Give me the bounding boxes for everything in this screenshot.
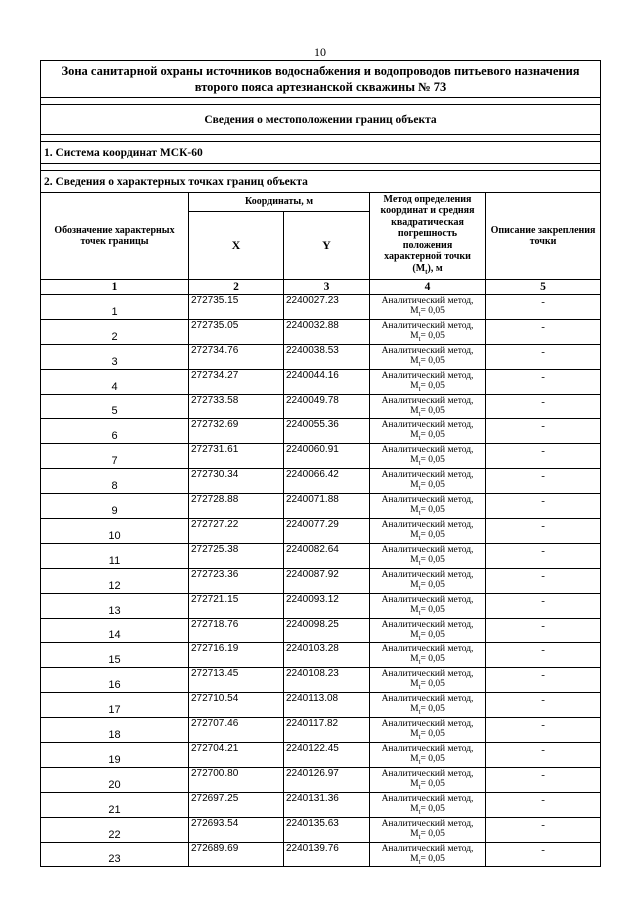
coord-x: 272734.27	[189, 369, 284, 394]
table-row	[41, 369, 601, 394]
coord-y: 2240113.08	[284, 693, 370, 718]
coord-y: 2240131.36	[284, 792, 370, 817]
coord-y: 2240108.23	[284, 668, 370, 693]
method-line1: Аналитический метод,	[381, 320, 474, 331]
description: -	[486, 494, 601, 519]
coord-x: 272723.36	[189, 568, 284, 593]
method-line1: Аналитический метод,	[381, 445, 474, 456]
header-x: X	[189, 212, 284, 280]
boundary-points-table	[40, 60, 601, 867]
method-line1: Аналитический метод,	[381, 370, 474, 381]
point-number: 1	[41, 295, 189, 320]
method	[370, 369, 486, 394]
method-line1: Аналитический метод,	[381, 569, 474, 580]
description: -	[486, 718, 601, 743]
coord-x: 272735.05	[189, 319, 284, 344]
table-row	[41, 568, 601, 593]
coord-x: 272716.19	[189, 643, 284, 668]
table-row	[41, 718, 601, 743]
method	[370, 419, 486, 444]
method-line2: $M_t= 0,05$	[410, 629, 445, 642]
method-line1: Аналитический метод,	[381, 744, 474, 755]
method-line2: $M_t= 0,05$	[410, 654, 445, 667]
coord-x: 272734.76	[189, 344, 284, 369]
method	[370, 593, 486, 618]
method	[370, 743, 486, 768]
table-row	[41, 419, 601, 444]
coord-y: 2240126.97	[284, 767, 370, 792]
coord-x: 272704.21	[189, 743, 284, 768]
description: -	[486, 593, 601, 618]
point-number: 7	[41, 444, 189, 469]
method	[370, 792, 486, 817]
table-row	[41, 767, 601, 792]
method	[370, 469, 486, 494]
description: -	[486, 444, 601, 469]
description: -	[486, 743, 601, 768]
method-line2: $M_t= 0,05$	[410, 579, 445, 592]
points-section-heading: 2. Сведения о характерных точках границ объекта	[41, 171, 601, 193]
header-method-sub: t	[425, 267, 428, 276]
description: -	[486, 319, 601, 344]
description: -	[486, 817, 601, 842]
description: -	[486, 568, 601, 593]
method	[370, 394, 486, 419]
method-line2: $M_t= 0,05$	[410, 380, 445, 393]
col-number-2: 2	[189, 280, 284, 295]
method-line2: $M_t= 0,05$	[410, 455, 445, 468]
method	[370, 718, 486, 743]
table-row	[41, 593, 601, 618]
method-line2: $M_t= 0,05$	[410, 505, 445, 518]
coord-x: 272710.54	[189, 693, 284, 718]
coord-x: 272721.15	[189, 593, 284, 618]
table-row	[41, 394, 601, 419]
description: -	[486, 618, 601, 643]
method	[370, 568, 486, 593]
coord-y: 2240060.91	[284, 444, 370, 469]
method-line1: Аналитический метод,	[381, 793, 474, 804]
table-row	[41, 319, 601, 344]
method-line2: $M_t= 0,05$	[410, 306, 445, 318]
header-method-tail: ), м	[427, 262, 443, 274]
point-number: 16	[41, 668, 189, 693]
table-row	[41, 643, 601, 668]
coord-y: 2240135.63	[284, 817, 370, 842]
coord-x: 272697.25	[189, 792, 284, 817]
method-line2: $M_t= 0,05$	[410, 704, 445, 717]
coord-y: 2240077.29	[284, 519, 370, 544]
method-line2: $M_t= 0,05$	[410, 853, 445, 866]
coord-x: 272693.54	[189, 817, 284, 842]
coord-x: 272725.38	[189, 543, 284, 568]
table-row	[41, 817, 601, 842]
table-row	[41, 618, 601, 643]
method	[370, 543, 486, 568]
table-row	[41, 344, 601, 369]
coord-x: 272713.45	[189, 668, 284, 693]
header-method-text: Метод определения координат и средняя квадратическая погрешность положения характерной точки (M	[380, 193, 475, 274]
point-number: 5	[41, 394, 189, 419]
method-line2: $M_t= 0,05$	[410, 430, 445, 443]
method-line2: $M_t= 0,05$	[410, 355, 445, 368]
method-line2: $M_t= 0,05$	[410, 405, 445, 418]
coord-x: 272700.80	[189, 767, 284, 792]
coord-y: 2240087.92	[284, 568, 370, 593]
description: -	[486, 643, 601, 668]
method-line2: $M_t= 0,05$	[410, 679, 445, 692]
method-line1: Аналитический метод,	[381, 719, 474, 730]
section-subtitle: Сведения о местоположении границ объекта	[41, 105, 601, 135]
point-number: 9	[41, 494, 189, 519]
point-number: 21	[41, 792, 189, 817]
description: -	[486, 543, 601, 568]
description: -	[486, 767, 601, 792]
method-line2: $M_t= 0,05$	[410, 754, 445, 766]
col-number-1: 1	[41, 280, 189, 295]
method-line2: $M_t= 0,05$	[410, 530, 445, 542]
method-line1: Аналитический метод,	[381, 644, 474, 655]
spacer	[41, 98, 601, 105]
method-line1: Аналитический метод,	[381, 470, 474, 481]
method	[370, 618, 486, 643]
method-line1: Аналитический метод,	[381, 345, 474, 356]
coordinate-system: 1. Система координат МСК-60	[41, 142, 601, 164]
point-number: 4	[41, 369, 189, 394]
method-line2: $M_t= 0,05$	[410, 803, 445, 816]
col-number-3: 3	[284, 280, 370, 295]
point-number: 18	[41, 718, 189, 743]
method-line1: Аналитический метод,	[381, 843, 474, 854]
coord-y: 2240038.53	[284, 344, 370, 369]
table-row	[41, 543, 601, 568]
method-line1: Аналитический метод,	[381, 520, 474, 531]
point-number: 3	[41, 344, 189, 369]
point-number: 6	[41, 419, 189, 444]
table-row	[41, 469, 601, 494]
description: -	[486, 668, 601, 693]
point-number: 23	[41, 842, 189, 867]
method-line2: $M_t= 0,05$	[410, 729, 445, 742]
coord-x: 272728.88	[189, 494, 284, 519]
header-y: Y	[284, 212, 370, 280]
page-number: 10	[314, 45, 326, 59]
method	[370, 817, 486, 842]
coord-y: 2240117.82	[284, 718, 370, 743]
method	[370, 767, 486, 792]
document-title: Зона санитарной охраны источников водоснабжения и водопроводов питьевого назначения второго пояса артезианской скважины № 73	[41, 61, 601, 98]
coord-y: 2240098.25	[284, 618, 370, 643]
coord-x: 272731.61	[189, 444, 284, 469]
coord-x: 272718.76	[189, 618, 284, 643]
method-line1: Аналитический метод,	[381, 495, 474, 506]
point-number: 20	[41, 767, 189, 792]
description: -	[486, 693, 601, 718]
table-row	[41, 494, 601, 519]
point-number: 12	[41, 568, 189, 593]
description: -	[486, 519, 601, 544]
coord-y: 2240071.88	[284, 494, 370, 519]
point-number: 8	[41, 469, 189, 494]
description: -	[486, 344, 601, 369]
coord-y: 2240032.88	[284, 319, 370, 344]
coord-y: 2240049.78	[284, 394, 370, 419]
method-line2: $M_t= 0,05$	[410, 778, 445, 791]
method	[370, 344, 486, 369]
method	[370, 668, 486, 693]
method-line1: Аналитический метод,	[381, 594, 474, 605]
method-line2: $M_t= 0,05$	[410, 330, 445, 343]
point-number: 13	[41, 593, 189, 618]
spacer	[41, 164, 601, 171]
table-row	[41, 668, 601, 693]
description: -	[486, 394, 601, 419]
description: -	[486, 469, 601, 494]
table-row	[41, 444, 601, 469]
coord-x: 272727.22	[189, 519, 284, 544]
coord-x: 272689.69	[189, 842, 284, 867]
method-line1: Аналитический метод,	[381, 694, 474, 705]
method	[370, 494, 486, 519]
table-row	[41, 792, 601, 817]
method	[370, 319, 486, 344]
method-line2: $M_t= 0,05$	[410, 828, 445, 841]
coord-y: 2240044.16	[284, 369, 370, 394]
point-number: 2	[41, 319, 189, 344]
coord-y: 2240139.76	[284, 842, 370, 867]
description: -	[486, 369, 601, 394]
method-line1: Аналитический метод,	[381, 420, 474, 431]
point-number: 22	[41, 817, 189, 842]
method	[370, 842, 486, 867]
point-number: 15	[41, 643, 189, 668]
coord-y: 2240066.42	[284, 469, 370, 494]
header-point: Обозначение характерных точек границы	[41, 193, 189, 280]
coord-y: 2240122.45	[284, 743, 370, 768]
method-line1: Аналитический метод,	[381, 619, 474, 630]
description: -	[486, 295, 601, 320]
coord-x: 272735.15	[189, 295, 284, 320]
method-line2: $M_t= 0,05$	[410, 604, 445, 617]
coord-x: 272733.58	[189, 394, 284, 419]
table-row	[41, 693, 601, 718]
table-row	[41, 295, 601, 320]
description: -	[486, 792, 601, 817]
point-number: 17	[41, 693, 189, 718]
method	[370, 519, 486, 544]
method	[370, 643, 486, 668]
method-line1: Аналитический метод,	[381, 818, 474, 829]
header-coords: Координаты, м	[189, 193, 370, 212]
method	[370, 444, 486, 469]
coord-y: 2240055.36	[284, 419, 370, 444]
method	[370, 295, 486, 320]
description: -	[486, 842, 601, 867]
method	[370, 693, 486, 718]
table-row	[41, 519, 601, 544]
header-description: Описание закрепления точки	[486, 193, 601, 280]
method-line1: Аналитический метод,	[381, 296, 474, 306]
coord-x: 272732.69	[189, 419, 284, 444]
spacer	[41, 135, 601, 142]
point-number: 19	[41, 743, 189, 768]
coord-y: 2240027.23	[284, 295, 370, 320]
header-method	[370, 193, 486, 280]
point-number: 14	[41, 618, 189, 643]
coord-y: 2240093.12	[284, 593, 370, 618]
coord-x: 272707.46	[189, 718, 284, 743]
col-number-5: 5	[486, 280, 601, 295]
coord-x: 272730.34	[189, 469, 284, 494]
method-line1: Аналитический метод,	[381, 395, 474, 406]
point-number: 11	[41, 543, 189, 568]
description: -	[486, 419, 601, 444]
coord-y: 2240103.28	[284, 643, 370, 668]
table-row	[41, 842, 601, 867]
col-number-4: 4	[370, 280, 486, 295]
method-line2: $M_t= 0,05$	[410, 480, 445, 493]
method-line1: Аналитический метод,	[381, 669, 474, 680]
coord-y: 2240082.64	[284, 543, 370, 568]
table-row	[41, 743, 601, 768]
method-line1: Аналитический метод,	[381, 544, 474, 555]
method-line1: Аналитический метод,	[381, 768, 474, 779]
point-number: 10	[41, 519, 189, 544]
method-line2: $M_t= 0,05$	[410, 554, 445, 567]
